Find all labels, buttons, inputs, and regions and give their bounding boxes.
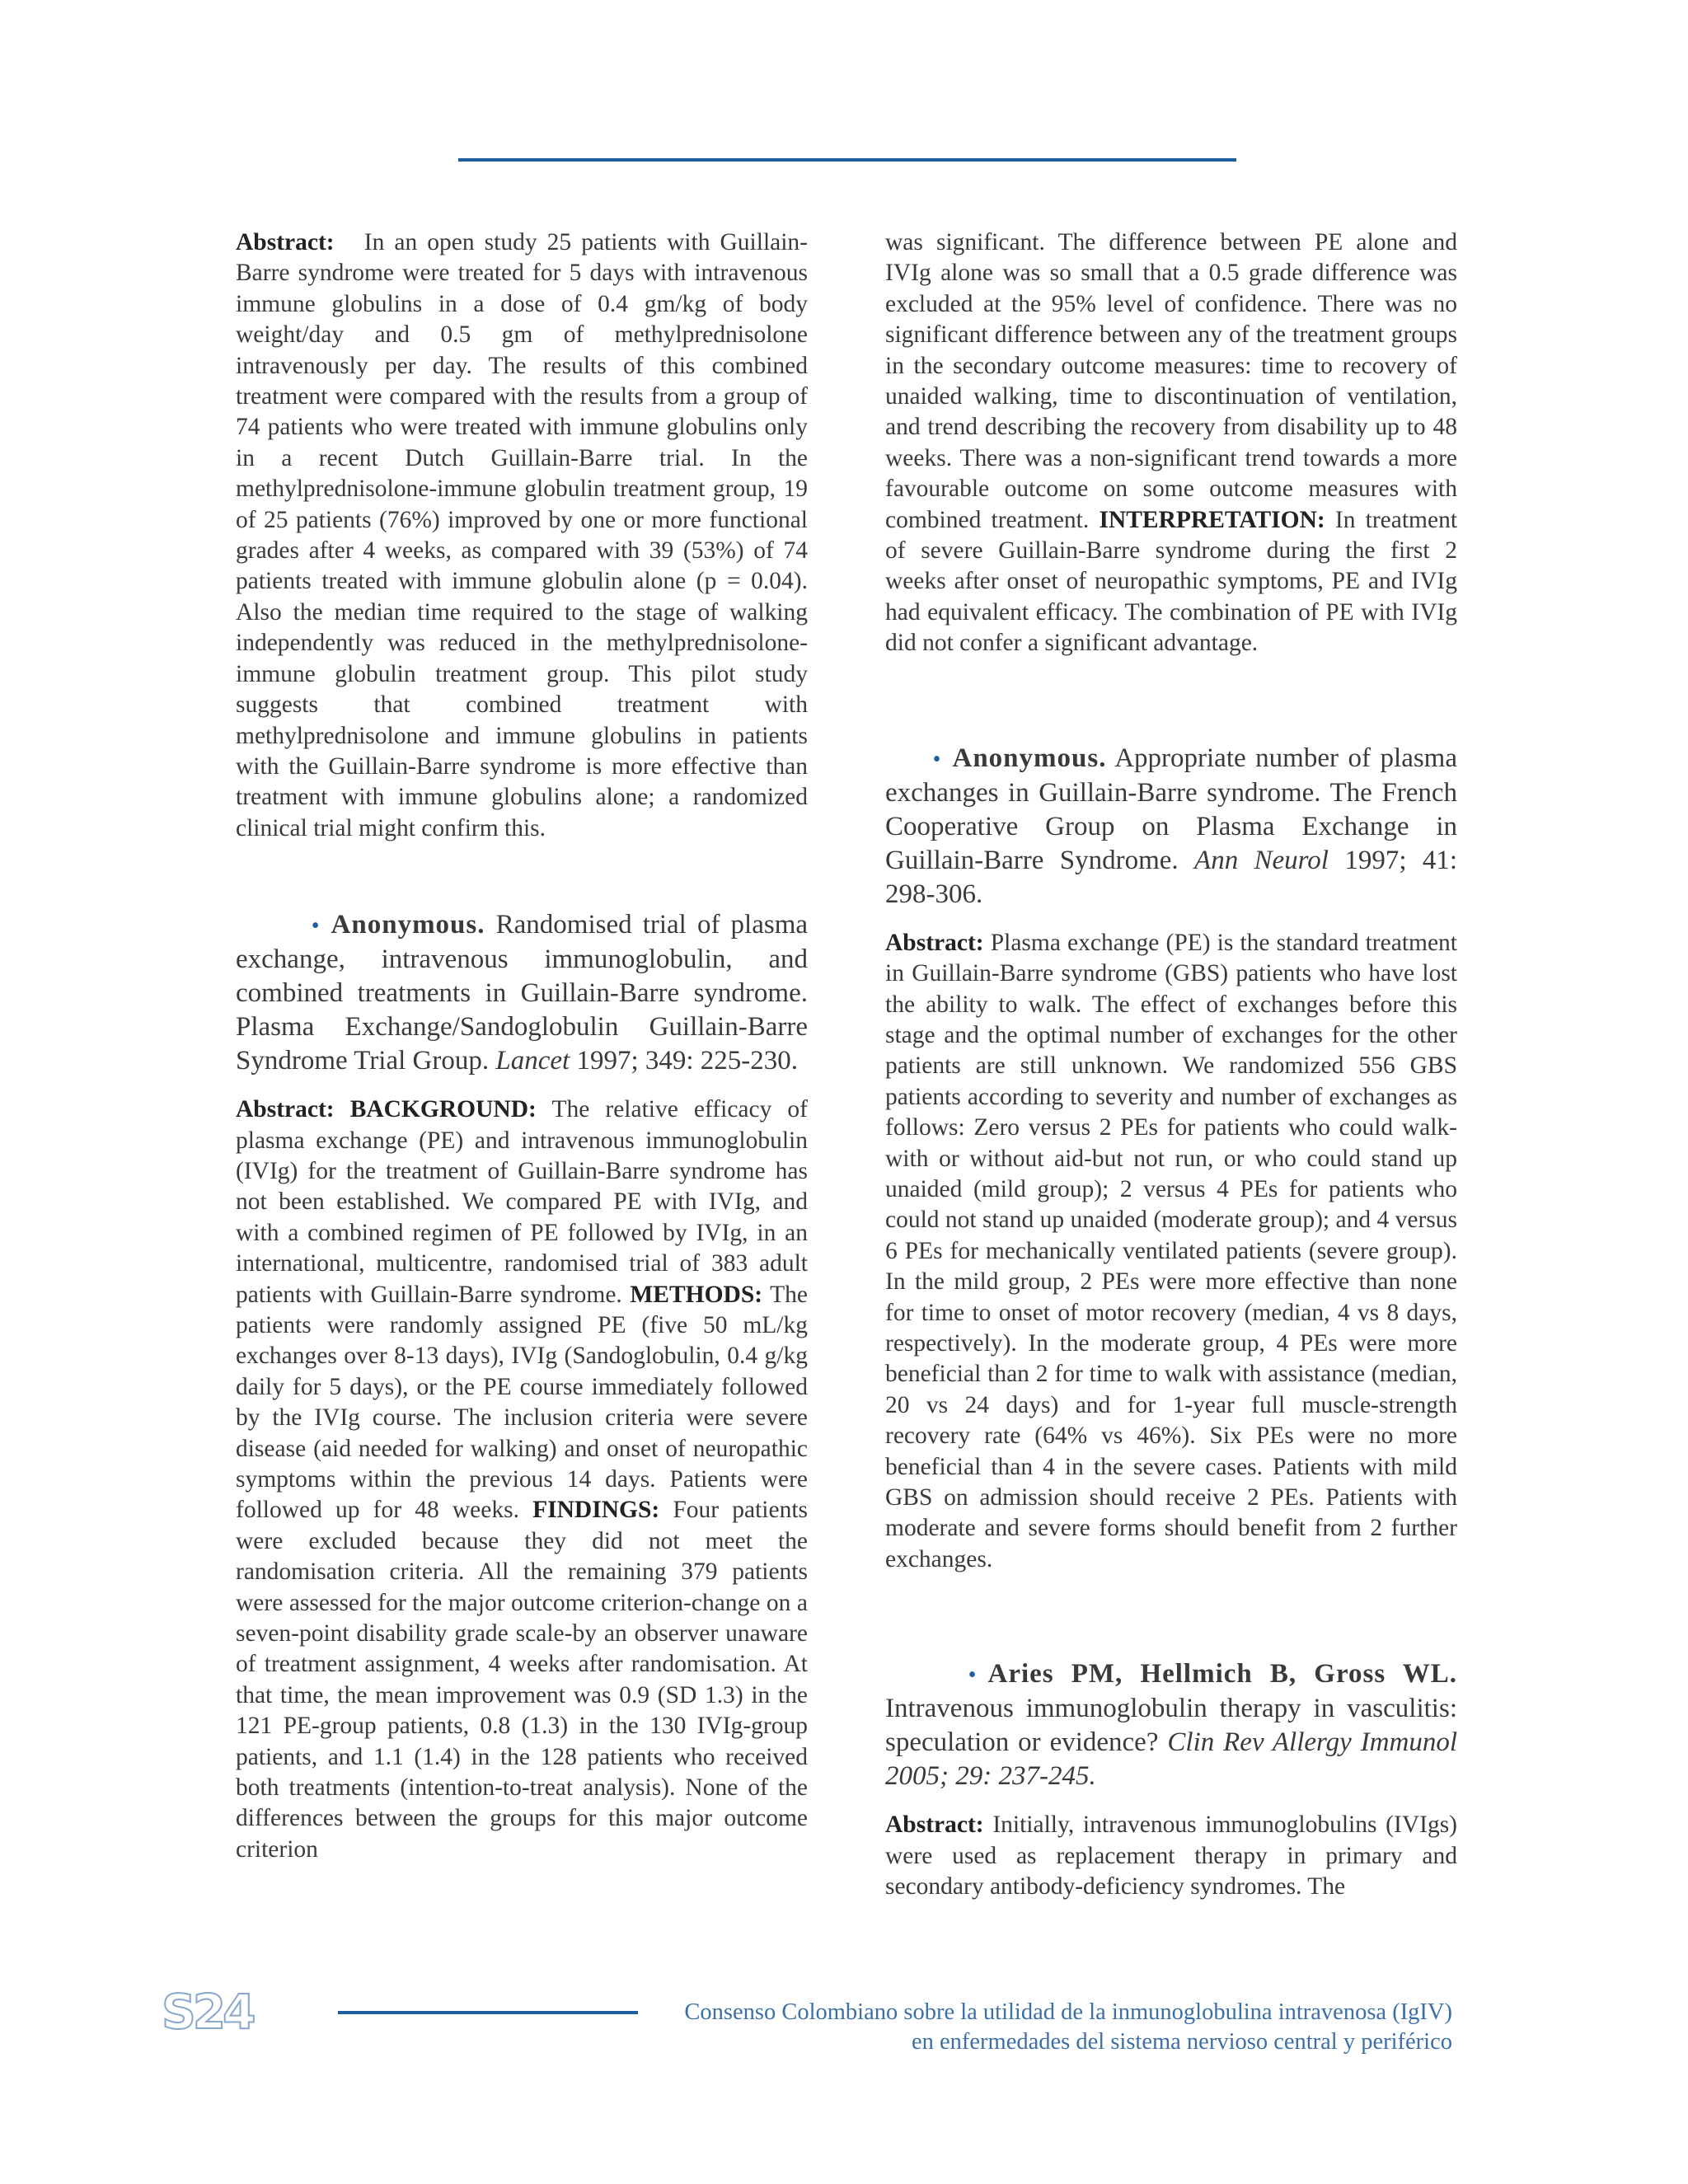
background-text: The relative efficacy of plasma exchange (PE) and intravenous immunoglobulin (IVIg) for the treatment of Guillain-Barre syndrome has not been established. We compared PE with IVIg, and with a combined regimen of PE followed by IVIg, in an international, multicentre, randomised trial of 383 adult patients with Guillain-Barre syndrome. xyxy=(236,1096,809,1308)
entry2-abstract xyxy=(236,1094,808,1865)
footer-line-2: en enfermedades del sistema nervioso central y periférico xyxy=(911,2029,1452,2055)
entry2-heading xyxy=(236,908,808,1078)
entry-journal: Clin Rev Allergy Immunol 2005; 29: 237-245. xyxy=(885,1727,1458,1792)
entry-journal: Lancet xyxy=(495,1046,570,1076)
footer-rule xyxy=(338,2011,638,2014)
interpretation-text: In treatment of severe Guillain-Barre syndrome during the first 2 weeks after onset of neuropathic symptoms, PE and IVIg had equivalent efficacy. The combination of PE with IVIg did not confer a significant advantage. xyxy=(885,506,1458,657)
entry-citation: 1997; 349: 225-230. xyxy=(576,1046,799,1076)
background-label: BACKGROUND: xyxy=(349,1096,537,1123)
footer-line-1: Consenso Colombiano sobre la utilidad de la inmunoglobulina intravenosa (IgIV) xyxy=(684,1999,1452,2025)
entry-author: Aries PM, Hellmich B, Gross WL. xyxy=(987,1659,1457,1690)
entry-author: Anonymous. xyxy=(952,743,1107,773)
entry-title: Intravenous immunoglobulin therapy in vasculitis: speculation or evidence? xyxy=(885,1694,1457,1758)
entry4-heading xyxy=(885,1657,1457,1793)
findings-continued-text: was significant. The difference between PE alone and IVIg alone was so small that a 0.5 grade difference was excluded at the 95% level of confidence. There was no significant difference between any of the treatment groups in the secondary outcome measures: time to recovery of unaided walking, time to discontinuation of ventilation, and trend describing the recovery from disability up to 48 weeks. There was a non-significant trend towards a more favourable outcome on some outcome measures with combined treatment. xyxy=(885,229,1457,533)
entry-title: Randomised trial of plasma exchange, intravenous immunoglobulin, and combined treatments in Guillain-Barre syndrome. Plasma Exchange/Sandoglobulin Guillain-Barre Syndrome Trial Group. xyxy=(236,910,809,1076)
abstract-text: Initially, intravenous immunoglobulins (IVIgs) were used as replacement therapy in primary and secondary antibody-deficiency syndromes. The xyxy=(885,1811,1457,1900)
methods-text: The patients were randomly assigned PE (five 50 mL/kg exchanges over 8-13 days), IVIg (Sandoglobulin, 0.4 g/kg daily for 5 days), or the PE course immediately followed by the IVIg course. The inclusion criteria were severe disease (aid needed for walking) and onset of neuropathic symptoms within the previous 14 days. Patients were followed up for 48 weeks. xyxy=(236,1281,809,1524)
entry-citation: 1997; 41: 298-306. xyxy=(885,845,1458,909)
abstract-label: Abstract: xyxy=(236,1096,335,1123)
bullet-icon: • xyxy=(968,1662,977,1689)
abstract-label: Abstract: xyxy=(885,929,984,956)
entry3-abstract xyxy=(885,928,1457,1576)
entry-author: Anonymous. xyxy=(331,910,485,940)
abstract-text: In an open study 25 patients with Guillain-Barre syndrome were treated for 5 days with intravenous immune globulins in a dose of 0.4 gm/kg of body weight/day and 0.5 gm of methylprednisolone intravenously per day. The results of this combined treatment were compared with the results from a group of 74 patients who were treated with immune globulins only in a recent Dutch Guillain-Barre trial. In the methylprednisolone-immune globulin treatment group, 19 of 25 patients (76%) improved by one or more functional grades after 4 weeks, as compared with 39 (53%) of 74 patients treated with immune globulin alone (p = 0.04). Also the median time required to the stage of walking independently was reduced in the methylprednisolone-immune globulin treatment group. This pilot study suggests that combined treatment with methylprednisolone and immune globulins in patients with the Guillain-Barre syndrome is more effective than treatment with immune globulins alone; a randomized clinical trial might confirm this. xyxy=(236,229,808,841)
methods-label: METHODS: xyxy=(630,1281,763,1308)
abstract-text: Plasma exchange (PE) is the standard treatment in Guillain-Barre syndrome (GBS) patients who have lost the ability to walk. The effect of exchanges before this stage and the optimal number of exchanges for the other patients are still unknown. We randomized 556 GBS patients according to severity and number of exchanges as follows: Zero versus 2 PEs for patients who could walk-with or without aid-but not run, or who could stand up unaided (mild group); 2 versus 4 PEs for patients who could not stand up unaided (moderate group); and 4 versus 6 PEs for mechanically ventilated patients (severe group). In the mild group, 2 PEs were more effective than none for time to onset of motor recovery (median, 4 vs 8 days, respectively). In the moderate group, 4 PEs were more beneficial than 2 for time to walk with assistance (median, 20 vs 24 days) and for 1-year full muscle-strength recovery rate (64% vs 46%). Six PEs were no more beneficial than 4 in the severe cases. Patients with mild GBS on admission should receive 2 PEs. Patients with moderate and severe forms should benefit from 2 further exchanges. xyxy=(885,929,1457,1572)
footer-caption xyxy=(684,1998,1452,2057)
entry4-abstract xyxy=(885,1810,1457,1902)
page-number: S24 xyxy=(162,1984,253,2040)
entry3-heading xyxy=(885,742,1457,912)
entry-journal: Ann Neurol xyxy=(1194,845,1329,875)
entry1-abstract xyxy=(236,227,808,844)
entry-title: Appropriate number of plasma exchanges in Guillain-Barre syndrome. The French Cooperative Group on Plasma Exchange in Guillain-Barre Syndrome. xyxy=(885,743,1457,875)
findings-label: FINDINGS: xyxy=(532,1497,660,1524)
right-column xyxy=(885,227,1457,1902)
interpretation-label: INTERPRETATION: xyxy=(1099,506,1325,533)
bullet-icon: • xyxy=(932,746,941,772)
left-column xyxy=(236,227,808,1865)
bullet-icon: • xyxy=(311,913,320,940)
abstract-label: Abstract: xyxy=(236,229,335,255)
entry2-continued xyxy=(885,227,1457,659)
abstract-label: Abstract: xyxy=(885,1811,984,1839)
header-rule xyxy=(458,158,1236,162)
findings-text: Four patients were excluded because they did not meet the randomisation criteria. All the remaining 379 patients were assessed for the major outcome criterion-change on a seven-point disability grade scale-by an observer unaware of treatment assignment, 4 weeks after randomisation. At that time, the mean improvement was 0.9 (SD 1.3) in the 121 PE-group patients, 0.8 (1.3) in the 130 IVIg-group patients, and 1.1 (1.4) in the 128 patients who received both treatments (intention-to-treat analysis). None of the differences between the groups for this major outcome criterion xyxy=(236,1497,808,1863)
